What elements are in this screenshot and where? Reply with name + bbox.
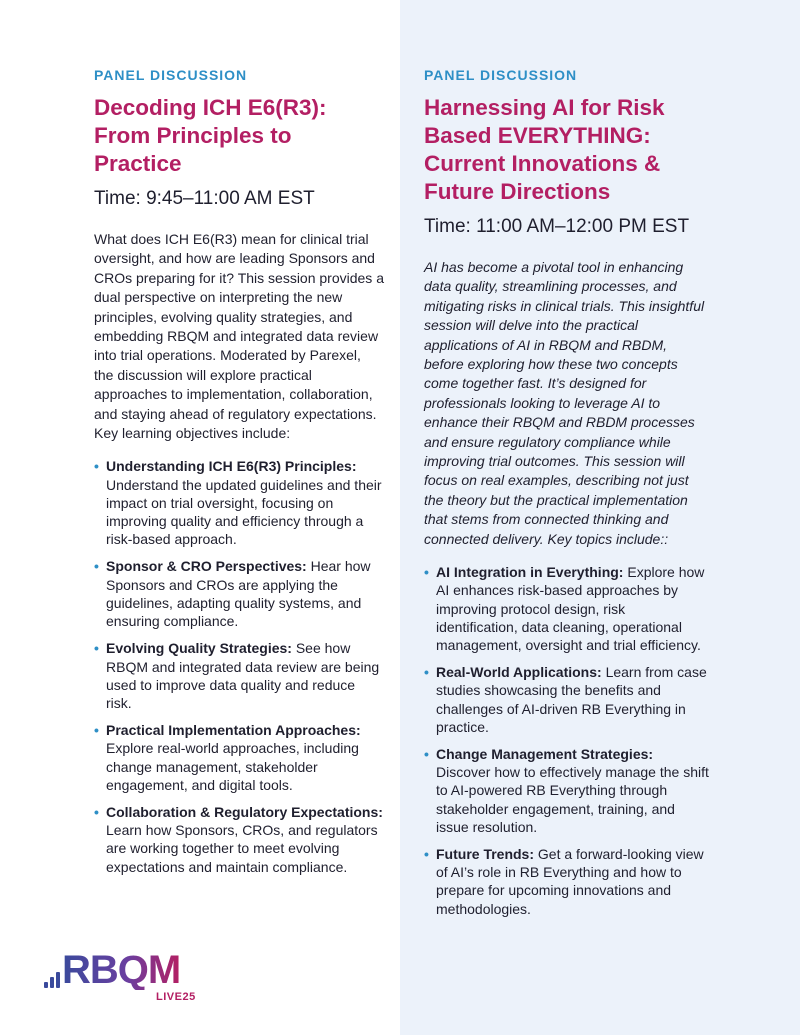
bullet-text: Hear how Sponsors and CROs are applying the guidelines, adapting quality systems, and ensuring compliance. <box>106 558 371 630</box>
bullet-text: Discover how to effectively manage the shift to AI-powered RB Everything through stakeholder engagement, training, and issue resolution. <box>436 764 709 835</box>
topics-list <box>424 563 710 918</box>
bullet-text: Explore real-world approaches, including change management, stakeholder engagement, and digital tools. <box>106 740 359 793</box>
session-title: Harnessing AI for Risk Based EVERYTHING: Current Innovations & Future Directions <box>424 95 665 204</box>
list-item <box>94 457 384 548</box>
bullet-term: Collaboration & Regulatory Expectations: <box>106 803 383 820</box>
list-item <box>94 639 384 712</box>
session-title: Decoding ICH E6(R3): From Principles to Practice <box>94 95 327 176</box>
bullet-term: Practical Implementation Approaches: <box>106 722 361 739</box>
session-description: What does ICH E6(R3) mean for clinical trial oversight, and how are leading Sponsors and CROs preparing for it? This session provides a dual perspective on interpreting the new principles, evolving quality strategies, and embedding RBQM and integrated data review into trial operations. Moderated by Parexel, the discussion will explore practical approaches to implementation, collaboration, and staying ahead of regulatory expectations. Key learning objectives include: <box>94 231 384 442</box>
bullet-term: Understanding ICH E6(R3) Principles: <box>106 458 357 475</box>
left-session <box>94 66 384 885</box>
bullet-dot-icon: • <box>424 564 429 581</box>
list-item <box>94 803 384 876</box>
right-session <box>424 66 710 927</box>
bullet-dot-icon: • <box>424 664 429 681</box>
bullet-dot-icon: • <box>424 745 429 762</box>
bullet-term: Evolving Quality Strategies: <box>106 640 292 657</box>
bullet-term: Sponsor & CRO Perspectives: <box>106 558 307 575</box>
session-eyebrow: PANEL DISCUSSION <box>94 67 248 83</box>
rbqm-live-logo <box>44 950 214 1020</box>
session-time: Time: 11:00 AM–12:00 PM EST <box>424 216 690 237</box>
bullet-text: Explore how AI enhances risk-based approaches by improving protocol design, risk identification, data cleaning, operational management, oversight and trial efficiency. <box>436 564 705 653</box>
bullet-dot-icon: • <box>94 640 99 657</box>
logo-subtitle: LIVE25 <box>156 991 196 1003</box>
bullet-dot-icon: • <box>94 458 99 475</box>
bullet-text: Learn from case studies showcasing the benefits and challenges of AI-driven RB Everything in practice. <box>436 664 707 735</box>
list-item <box>424 745 710 836</box>
list-item <box>94 557 384 630</box>
list-item <box>424 663 710 736</box>
bullet-dot-icon: • <box>424 845 429 862</box>
session-description: AI has become a pivotal tool in enhancing data quality, streamlining processes, and mitigating risks in clinical trials. This insightful session will delve into the practical applications of AI in RBQM and RBDM, before exploring how these two concepts come together fast. It’s designed for professionals looking to leverage AI to enhance their RBQM and RBDM processes and ensure regulatory compliance while improving trial outcomes. This session will focus on real examples, describing not just the theory but the practical implementation that stems from connected thinking and connected delivery. Key topics include:: <box>424 259 705 547</box>
list-item <box>94 721 384 794</box>
bullet-dot-icon: • <box>94 803 99 820</box>
bullet-text: Get a forward-looking view of AI’s role in RB Everything and how to prepare for upcoming innovations and methodologies. <box>436 845 704 917</box>
bullet-term: Future Trends: <box>436 845 535 862</box>
session-time: Time: 9:45–11:00 AM EST <box>94 188 315 209</box>
list-item <box>424 845 710 918</box>
bullet-term: Change Management Strategies: <box>436 745 654 762</box>
objectives-list <box>94 457 384 875</box>
logo-wordmark: RBQM <box>62 948 181 992</box>
session-eyebrow: PANEL DISCUSSION <box>424 67 578 83</box>
bullet-term: Real-World Applications: <box>436 664 602 681</box>
bullet-dot-icon: • <box>94 558 99 575</box>
bullet-text: Learn how Sponsors, CROs, and regulators are working together to meet evolving expectations and maintain compliance. <box>106 822 378 875</box>
bullet-term: AI Integration in Everything: <box>436 564 624 581</box>
list-item <box>424 563 710 654</box>
bullet-text: Understand the updated guidelines and their impact on trial oversight, focusing on improving quality and efficiency through a risk-based approach. <box>106 476 382 548</box>
bullet-dot-icon: • <box>94 722 99 739</box>
bullet-text: See how RBQM and integrated data review are being used to improve data quality and reduce risk. <box>106 640 380 711</box>
